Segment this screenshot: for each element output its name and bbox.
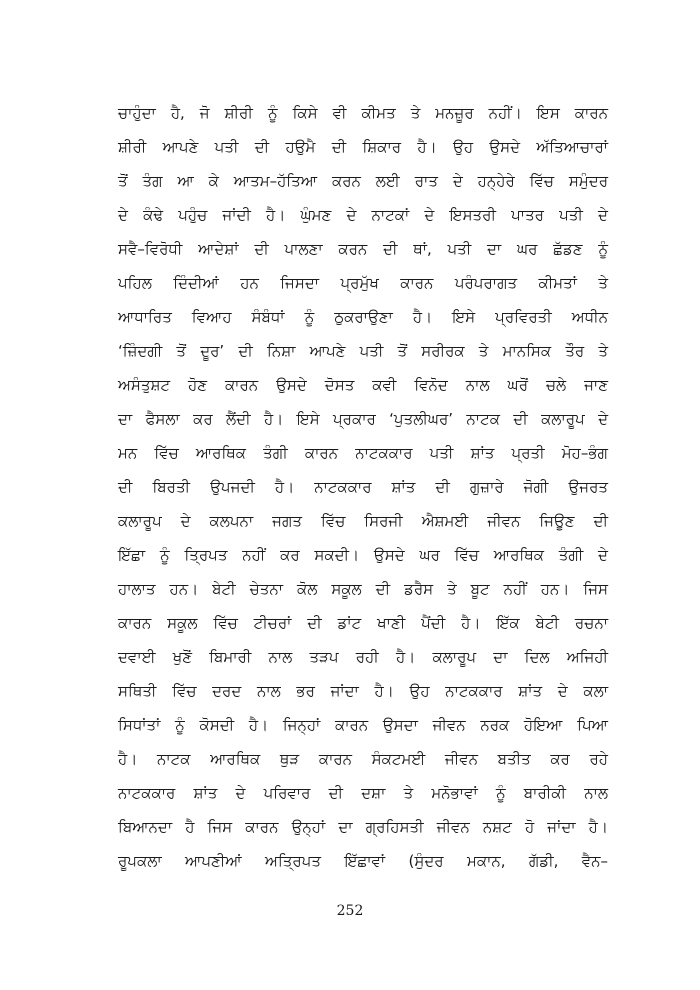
text-line: ਦੇ ਕੰਢੇ ਪਹੁੰਚ ਜਾਂਦੀ ਹੈ। ਘੁੰਮਣ ਦੇ ਨਾਟਕਾਂ ਦੇ ਇਸਤਰੀ ਪਾਤਰ ਪਤੀ ਦੇ [118, 206, 608, 224]
text-line: ਦੀ ਬਿਰਤੀ ਉਪਜਦੀ ਹੈ। ਨਾਟਕਕਾਰ ਸ਼ਾਂਤ ਦੀ ਗੁਜ਼ਾਰੇ ਜੋਗੀ ਉਜਰਤ [118, 478, 608, 496]
text-line: ਹੈ। ਨਾਟਕ ਆਰਥਿਕ ਥੁੜ ਕਾਰਨ ਸੰਕਟਮਈ ਜੀਵਨ ਬਤੀਤ ਕਰ ਰਹੇ [118, 750, 608, 768]
text-line: ਪਹਿਲ ਦਿੰਦੀਆਂ ਹਨ ਜਿਸਦਾ ਪ੍ਰਮੁੱਖ ਕਾਰਨ ਪਰੰਪਰਾਗਤ ਕੀਮਤਾਂ ਤੇ [118, 274, 608, 292]
text-line: ‘ਜ਼ਿੰਦਗੀ ਤੋਂ ਦੂਰ’ ਦੀ ਨਿਸ਼ਾ ਆਪਣੇ ਪਤੀ ਤੋਂ ਸਰੀਰਕ ਤੇ ਮਾਨਸਿਕ ਤੌਰ ਤੇ [118, 342, 608, 360]
text-line: ਤੋਂ ਤੰਗ ਆ ਕੇ ਆਤਮ–ਹੱਤਿਆ ਕਰਨ ਲਈ ਰਾਤ ਦੇ ਹਨ੍ਹੇਰੇ ਵਿੱਚ ਸਮੁੰਦਰ [118, 172, 608, 190]
text-line: ਆਧਾਰਿਤ ਵਿਆਹ ਸੰਬੰਧਾਂ ਨੂੰ ਠੁਕਰਾਉਣਾ ਹੈ। ਇਸੇ ਪ੍ਰਵਿਰਤੀ ਅਧੀਨ [118, 308, 608, 326]
text-line: ਦਾ ਫੈਸਲਾ ਕਰ ਲੈਂਦੀ ਹੈ। ਇਸੇ ਪ੍ਰਕਾਰ ‘ਪੁਤਲੀਘਰ’ ਨਾਟਕ ਦੀ ਕਲਾਰੂਪ ਦੇ [118, 410, 608, 428]
text-line: ਸ਼ੀਰੀ ਆਪਣੇ ਪਤੀ ਦੀ ਹਉਮੈ ਦੀ ਸ਼ਿਕਾਰ ਹੈ। ਉਹ ਉਸਦੇ ਅੱਤਿਆਚਾਰਾਂ [118, 138, 608, 156]
text-line: ਸਥਿਤੀ ਵਿੱਚ ਦਰਦ ਨਾਲ ਭਰ ਜਾਂਦਾ ਹੈ। ਉਹ ਨਾਟਕਕਾਰ ਸ਼ਾਂਤ ਦੇ ਕਲਾ [118, 682, 608, 700]
text-line: ਸਵੈ–ਵਿਰੋਧੀ ਆਦੇਸ਼ਾਂ ਦੀ ਪਾਲਣਾ ਕਰਨ ਦੀ ਥਾਂ, ਪਤੀ ਦਾ ਘਰ ਛੱਡਣ ਨੂੰ [118, 240, 608, 258]
text-line: ਹਾਲਾਤ ਹਨ। ਬੇਟੀ ਚੇਤਨਾ ਕੋਲ ਸਕੂਲ ਦੀ ਡਰੈਸ ਤੇ ਬੂਟ ਨਹੀਂ ਹਨ। ਜਿਸ [118, 580, 608, 598]
text-line: ਇੱਛਾ ਨੂੰ ਤ੍ਰਿਪਤ ਨਹੀਂ ਕਰ ਸਕਦੀ। ਉਸਦੇ ਘਰ ਵਿੱਚ ਆਰਥਿਕ ਤੰਗੀ ਦੇ [118, 546, 608, 564]
text-line: ਕਲਾਰੂਪ ਦੇ ਕਲਪਨਾ ਜਗਤ ਵਿੱਚ ਸਿਰਜੀ ਐਸ਼ਮਈ ਜੀਵਨ ਜਿਊਣ ਦੀ [118, 512, 608, 530]
text-line: ਚਾਹੁੰਦਾ ਹੈ, ਜੋ ਸ਼ੀਰੀ ਨੂੰ ਕਿਸੇ ਵੀ ਕੀਮਤ ਤੇ ਮਨਜ਼ੂਰ ਨਹੀਂ। ਇਸ ਕਾਰਨ [118, 104, 608, 122]
text-line: ਸਿਧਾਂਤਾਂ ਨੂੰ ਕੋਸਦੀ ਹੈ। ਜਿਨ੍ਹਾਂ ਕਾਰਨ ਉਸਦਾ ਜੀਵਨ ਨਰਕ ਹੋਇਆ ਪਿਆ [118, 716, 608, 734]
text-line: ਅਸੰਤੁਸ਼ਟ ਹੋਣ ਕਾਰਨ ਉਸਦੇ ਦੋਸਤ ਕਵੀ ਵਿਨੋਦ ਨਾਲ ਘਰੋਂ ਚਲੇ ਜਾਣ [118, 376, 608, 394]
text-line: ਬਿਆਨਦਾ ਹੈ ਜਿਸ ਕਾਰਨ ਉਨ੍ਹਾਂ ਦਾ ਗ੍ਰਹਿਸਤੀ ਜੀਵਨ ਨਸ਼ਟ ਹੋ ਜਾਂਦਾ ਹੈ। [118, 818, 608, 836]
text-line: ਰੂਪਕਲਾ ਆਪਣੀਆਂ ਅਤ੍ਰਿਪਤ ਇੱਛਾਵਾਂ (ਸੁੰਦਰ ਮਕਾਨ, ਗੱਡੀ, ਵੈਨ– [118, 852, 608, 870]
text-line: ਦਵਾਈ ਖੁਣੋਂ ਬਿਮਾਰੀ ਨਾਲ ਤੜਪ ਰਹੀ ਹੈ। ਕਲਾਰੂਪ ਦਾ ਦਿਲ ਅਜਿਹੀ [118, 648, 608, 666]
body-text [118, 96, 608, 878]
page-number: 252 [336, 903, 364, 919]
text-line: ਨਾਟਕਕਾਰ ਸ਼ਾਂਤ ਦੇ ਪਰਿਵਾਰ ਦੀ ਦਸ਼ਾ ਤੇ ਮਨੋਭਾਵਾਂ ਨੂੰ ਬਾਰੀਕੀ ਨਾਲ [118, 784, 608, 802]
text-line: ਮਨ ਵਿੱਚ ਆਰਥਿਕ ਤੰਗੀ ਕਾਰਨ ਨਾਟਕਕਾਰ ਪਤੀ ਸ਼ਾਂਤ ਪ੍ਰਤੀ ਮੋਹ–ਭੰਗ [118, 444, 608, 462]
text-line: ਕਾਰਨ ਸਕੂਲ ਵਿੱਚ ਟੀਚਰਾਂ ਦੀ ਡਾਂਟ ਖਾਣੀ ਪੈਂਦੀ ਹੈ। ਇੱਕ ਬੇਟੀ ਰਚਨਾ [118, 614, 608, 632]
